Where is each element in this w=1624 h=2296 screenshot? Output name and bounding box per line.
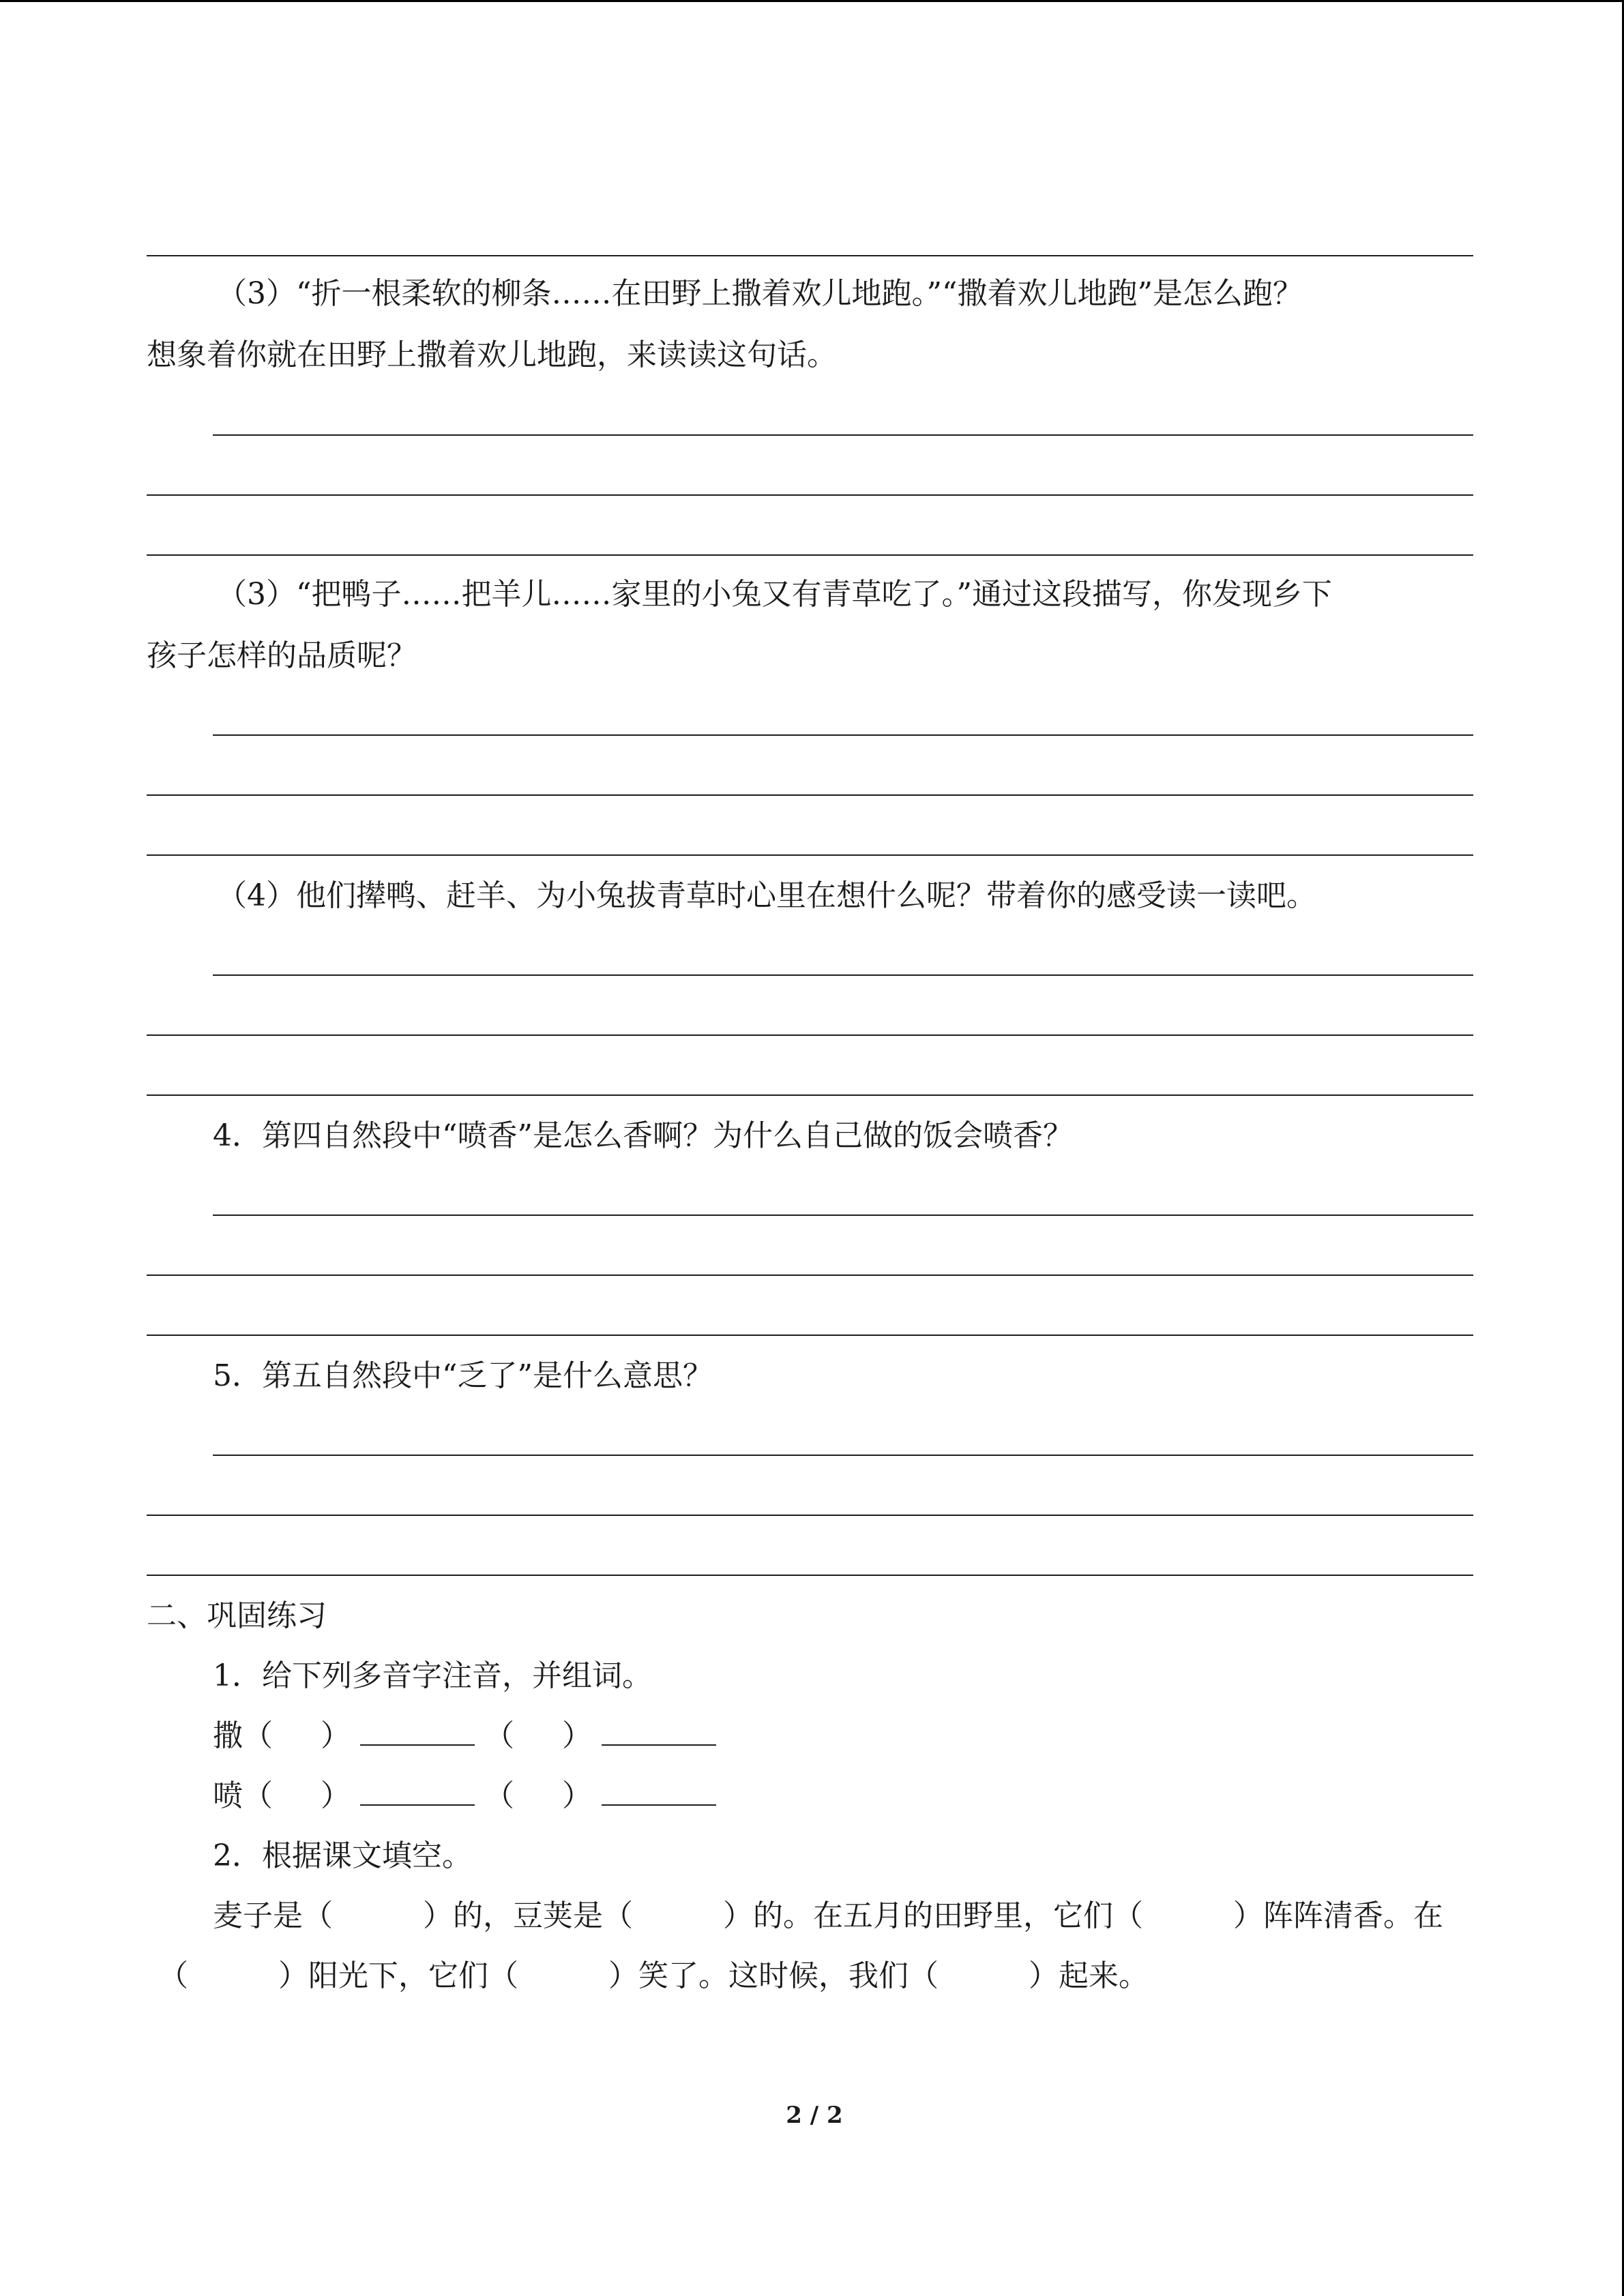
answer-line[interactable] (147, 1034, 1473, 1036)
paren-close: ） (321, 1718, 351, 1753)
question-3a-line2: 想象着你就在田野上撒着欢儿地跑，来读读这句话。 (147, 338, 837, 372)
section-title: 二、巩固练习 (147, 1598, 327, 1633)
answer-line[interactable] (213, 734, 1473, 736)
paren-close: ） (562, 1778, 592, 1813)
fill-blank-line2: （ ）阳光下，它们（ ）笑了。这时候，我们（ ）起来。 (158, 1958, 1149, 1993)
answer-line[interactable] (147, 794, 1473, 796)
paren-open: （ (484, 1718, 514, 1753)
page-border-top (0, 0, 1624, 2)
answer-line[interactable] (147, 494, 1473, 496)
answer-line[interactable] (147, 1274, 1473, 1276)
page-number: 2 / 2 (786, 2102, 843, 2129)
polyphone-row-2 (213, 1776, 716, 1817)
question-five-line1: 5．第五自然段中“乏了”是什么意思？ (213, 1358, 713, 1393)
answer-line[interactable] (213, 1455, 1473, 1456)
answer-line[interactable] (147, 854, 1473, 856)
exercise-2-title: 2．根据课文填空。 (213, 1838, 472, 1873)
word-blank[interactable] (360, 1717, 475, 1746)
paren-open: （ (243, 1718, 273, 1753)
exercise-1-title: 1．给下列多音字注音，并组词。 (213, 1658, 652, 1693)
polyphone-char: 撒 (213, 1718, 243, 1753)
answer-line[interactable] (213, 434, 1473, 436)
question-3a-line1: （3）“折一根柔软的柳条……在田野上撒着欢儿地跑。”“撒着欢儿地跑”是怎么跑？ (217, 276, 1303, 311)
paren-open: （ (243, 1778, 273, 1813)
question-4-line1: （4）他们撵鸭、赶羊、为小兔拔青草时心里在想什么呢？带着你的感受读一读吧。 (217, 878, 1316, 913)
answer-line[interactable] (213, 1214, 1473, 1216)
word-blank[interactable] (602, 1717, 716, 1746)
word-blank[interactable] (602, 1777, 716, 1806)
answer-line (147, 255, 1473, 256)
answer-line[interactable] (213, 974, 1473, 976)
answer-line[interactable] (147, 554, 1473, 556)
polyphone-row-1 (213, 1716, 716, 1757)
answer-line[interactable] (147, 1335, 1473, 1336)
word-blank[interactable] (360, 1777, 475, 1806)
answer-line[interactable] (147, 1094, 1473, 1096)
paren-close: ） (321, 1778, 351, 1813)
paren-open: （ (484, 1778, 514, 1813)
question-3b-line1: （3）“把鸭子……把羊儿……家里的小兔又有青草吃了。”通过这段描写，你发现乡下 (217, 577, 1332, 612)
paren-close: ） (562, 1718, 592, 1753)
polyphone-char: 喷 (213, 1778, 243, 1813)
question-four-line1: 4．第四自然段中“喷香”是怎么香啊？为什么自己做的饭会喷香？ (213, 1118, 1073, 1153)
answer-line[interactable] (147, 1515, 1473, 1516)
answer-line[interactable] (147, 1575, 1473, 1576)
fill-blank-line1: 麦子是（ ）的，豆荚是（ ）的。在五月的田野里，它们（ ）阵阵清香。在 (213, 1898, 1443, 1933)
question-3b-line2: 孩子怎样的品质呢？ (147, 638, 417, 673)
